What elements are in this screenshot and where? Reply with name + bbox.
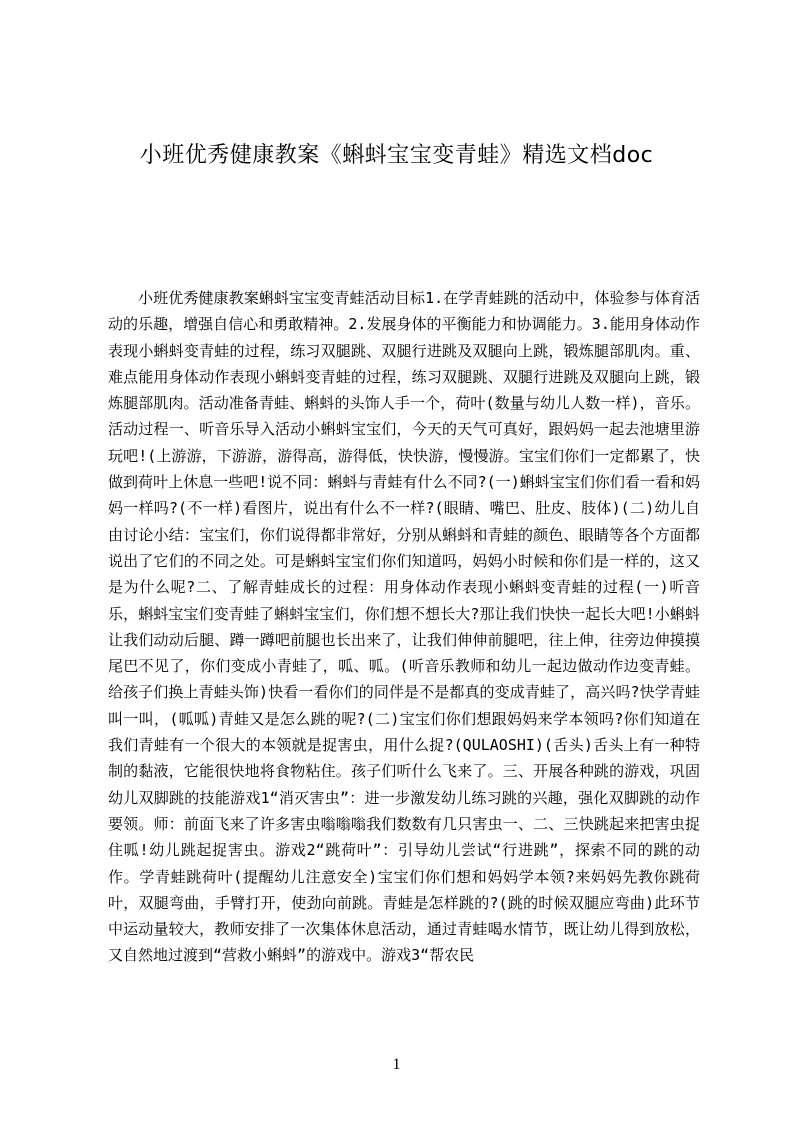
- page-number: 1: [392, 1056, 401, 1073]
- document-title: 小班优秀健康教案《蝌蚪宝宝变青蛙》精选文档doc: [139, 143, 654, 168]
- body-paragraph: 小班优秀健康教案蝌蚪宝宝变青蛙活动目标1.在学青蛙跳的活动中，体验参与体育活动的乐趣，增强自信心和勇敢精神。2.发展身体的平衡能力和协调能力。3.能用身体动作表现小蝌蚪变青蛙的过程，练习双腿跳、双腿行进跳及双腿向上跳，锻炼腿部肌肉。重、难点能用身体动作表现小蝌蚪变青蛙的过程，练习双腿跳、双腿行进跳及双腿向上跳，锻炼腿部肌肉。活动准备青蛙、蝌蚪的头饰人手一个，荷叶(数量与幼儿人数一样)，音乐。活动过程一、听音乐导入活动小蝌蚪宝宝们，今天的天气可真好，跟妈妈一起去池塘里游玩吧!(上游游，下游游，游得高，游得低，快快游，慢慢游。宝宝们你们一定都累了，快做到荷叶上休息一些吧!说不同：蝌蚪与青蛙有什么不同?(一)蝌蚪宝宝们你们看一看和妈妈一样吗?(不一样)看图片，说出有什么不一样?(眼睛、嘴巴、肚皮、肢体)(二)幼儿自由讨论小结：宝宝们，你们说得都非常好，分别从蝌蚪和青蛙的颜色、眼睛等各个方面都说出了它们的不同之处。可是蝌蚪宝宝们你们知道吗，妈妈小时候和你们是一样的，这又是为什么呢?二、了解青蛙成长的过程：用身体动作表现小蝌蚪变青蛙的过程(一)听音乐，蝌蚪宝宝们变青蛙了蝌蚪宝宝们，你们想不想长大?那让我们快快一起长大吧!小蝌蚪让我们动动后腿、蹲一蹲吧前腿也长出来了，让我们伸伸前腿吧，往上伸，往旁边伸摸摸尾巴不见了，你们变成小青蛙了，呱、呱。(听音乐教师和幼儿一起边做动作边变青蛙。给孩子们换上青蛙头饰)快看一看你们的同伴是不是都真的变成青蛙了，高兴吗?快学青蛙叫一叫，(呱呱)青蛙又是怎么跳的呢?(二)宝宝们你们想跟妈妈来学本领吗?你们知道在我们青蛙有一个很大的本领就是捉害虫，用什么捉?(QULAOSHI)(舌头)舌头上有一种特制的黏液，它能很快地将食物粘住。孩子们听什么飞来了。三、开展各种跳的游戏，巩固幼儿双脚跳的技能游戏1“消灭害虫”：进一步激发幼儿练习跳的兴趣，强化双脚跳的动作要领。师：前面飞来了许多害虫嗡嗡嗡我们数数有几只害虫一、二、三快跳起来把害虫捉住呱!幼儿跳起捉害虫。游戏2“跳荷叶”：引导幼儿尝试“行进跳”，探索不同的跳的动作。学青蛙跳荷叶(提醒幼儿注意安全)宝宝们你们想和妈妈学本领?来妈妈先教你跳荷叶，双腿弯曲，手臂打开，使劲向前跳。青蛙是怎样跳的?(跳的时候双腿应弯曲)此环节中运动量较大，教师安排了一次集体休息活动，通过青蛙喝水情节，既让幼儿得到放松，又自然地过渡到“营救小蝌蚪”的游戏中。游戏3“帮农民: [108, 289, 700, 965]
